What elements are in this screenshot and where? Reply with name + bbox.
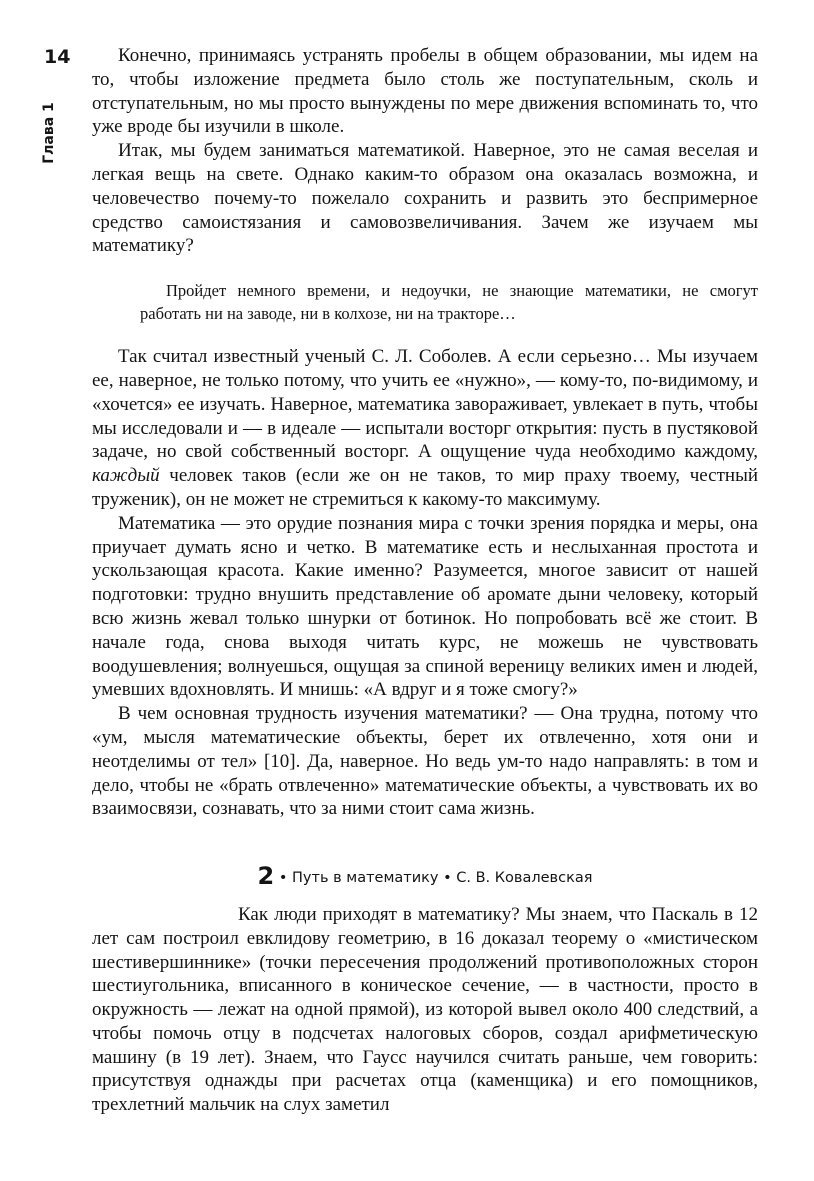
- page-number: 14: [44, 46, 71, 68]
- paragraph-2: Итак, мы будем заниматься математикой. Наверное, это не самая веселая и легкая вещь на свете. Однако каким-то образом она оказалась возможна, и человечество почему-то пожелало сохранить и развить это беспримерное средство самоистязания и самовозвеличивания. Зачем же изучаем мы математику?: [92, 140, 758, 257]
- paragraph-1: Конечно, принимаясь устранять пробелы в общем образовании, мы идем на то, чтобы изложение предмета было столь же поступательным, сколь и отступательным, но мы просто вынуждены по мере движения вспоминать то, что уже вроде бы изучили в школе.: [92, 45, 758, 138]
- body-text: [92, 44, 758, 1117]
- paragraph-3-part-a: Так считал известный ученый С. Л. Соболев. А если серьезно… Мы изучаем ее, наверное, не только потому, что учить ее «нужно», — кому-то, по-видимому, и «хочется» ее изучать. Наверное, математика завораживает, увлекает в путь, чтобы мы исследовали и — в идеале — испытали восторг открытия: пусть в пустяковой задаче, но свой собственный восторг. А ощущение чуда необходимо каждому,: [92, 346, 758, 463]
- section-number: 2: [257, 862, 275, 891]
- section-heading: [92, 862, 758, 891]
- paragraph-6: [92, 903, 758, 1117]
- paragraph-3: [92, 345, 758, 512]
- emphasis-word: каждый: [92, 465, 160, 487]
- epigraph-quote: Пройдет немного времени, и недоучки, не знающие математики, не смогут работать ни на заводе, ни в колхозе, ни на тракторе…: [140, 281, 758, 323]
- chapter-marker: [38, 96, 60, 170]
- section-title: • Путь в математику • С. В. Ковалевская: [278, 870, 593, 887]
- chapter-label: Глава 1: [41, 102, 57, 164]
- paragraph-5: В чем основная трудность изучения математики? — Она трудна, потому что «ум, мысля математические объекты, берет их отвлеченно, хотя они и неотделимы от тел» [10]. Да, наверное. Но ведь ум-то надо направлять: в том и дело, чтобы не «брать отвлеченно» математические объекты, а чувствовать их во взаимосвязи, сознавать, что за ними стоит сама жизнь.: [92, 703, 758, 820]
- paragraph-3-part-b: человек таков (если же он не таков, то мир праху твоему, честный труженик), он не может не стремиться к какому-то максимуму.: [92, 465, 759, 510]
- paragraph-6-text: Как люди приходят в математику? Мы знаем, что Паскаль в 12 лет сам построил евклидову геометрию, в 16 доказал теорему о «мистическом шестивершиннике» (точки пересечения продолжений противоположных сторон шестиугольника, вписанного в коническое сечение, — в частности, просто в окружность — лежат на одной прямой), из которой вывел около 400 следствий, а чтобы помочь отцу в подсчетах налоговых сборов, создал арифметическую машину (в 19 лет). Знаем, что Гаусс научился считать раньше, чем говорить: присутствуя однажды при расчетах отца (каменщика) и его помощников, трехлетний мальчик на слух заметил: [92, 903, 758, 1116]
- paragraph-4: Математика — это орудие познания мира с точки зрения порядка и меры, она приучает думать ясно и четко. В математике есть и неслыханная простота и ускользающая красота. Какие именно? Разумеется, многое зависит от нашей подготовки: трудно внушить представление об аромате дыни человеку, который всю жизнь жевал только шнурки от ботинок. Но попробовать всё же стоит. В начале года, снова выходя читать курс, не можешь не чувствовать воодушевления; волнуешься, ощущая за спиной вереницу великих имен и людей, умевших вдохновлять. И мнишь: «А вдруг и я тоже смогу?»: [92, 512, 758, 701]
